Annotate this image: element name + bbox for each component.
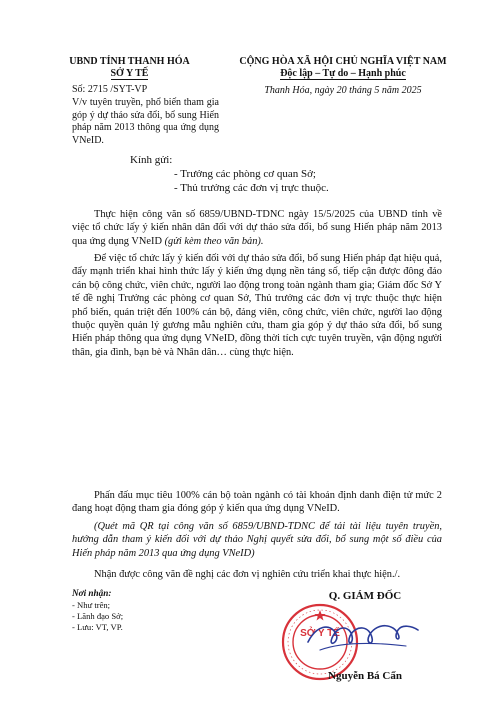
- place-date: Thanh Hóa, ngày 20 tháng 5 năm 2025: [264, 85, 422, 96]
- document-number: Số: 2715 /SYT-VP: [72, 84, 148, 95]
- national-title: CỘNG HÒA XÃ HỘI CHỦ NGHĨA VIỆT NAM: [239, 56, 447, 67]
- signature-graphic: [302, 612, 422, 660]
- signature: [302, 612, 422, 660]
- department-label: SỞ Y TẾ: [110, 68, 149, 79]
- signer-title: Q. GIÁM ĐỐC: [328, 590, 402, 602]
- recipient-item: - Trưởng các phòng cơ quan Sở;: [174, 168, 316, 180]
- paragraph-qr-note: (Quét mã QR tại công văn số 6859/UBND-TDNC để tải tài liệu tuyên truyền, hướng dẫn tham ý kiến đối với dự thảo Nghị quyết sửa đổi, bổ sung một số điều của Hiến pháp năm 2013 qua ứng dụng VNeID): [72, 521, 442, 559]
- paragraph-intro-text: Thực hiện công văn số 6859/UBND-TDNC ngày 15/5/2025 của UBND tỉnh về việc tổ chức lấy ý kiến nhân dân đối với dự thảo sửa đổi, bổ sung Hiến pháp năm 2013 qua ứng dụng VNeID: [72, 209, 442, 247]
- department-name: [52, 68, 207, 81]
- paragraph-directive: Để việc tổ chức lấy ý kiến đối với dự thảo sửa đổi, bổ sung Hiến pháp đạt hiệu quả, đẩy mạnh triển khai hình thức lấy ý kiến ứng dụng nền tảng số, tiếp cận được đông đảo cán bộ công chức, viên chức, người lao động trong toàn ngành tham gia; Giám đốc Sở Y tế đề nghị Trưởng các phòng cơ quan Sở, Thủ trưởng các đơn vị trực thuộc thực hiện phổ biến, quán triệt đến 100% cán bộ, đảng viên, công chức, viên chức, người lao động thuộc quyền quản lý gương mẫu nghiên cứu, tham gia góp ý dự thảo sửa đổi, bổ sung Hiến pháp thông qua ứng dụng VNeID, đồng thời tích cực tuyên truyền, vận động người thân, gia đình, bạn bè và Nhân dân… cùng thực hiện.: [72, 253, 442, 358]
- cc-item: - Như trên;: [72, 600, 111, 610]
- document-subject: V/v tuyên truyền, phổ biến tham gia góp ý dự thảo sửa đổi, bổ sung Hiến pháp năm 2013 thông qua ứng dụng VNeID.: [72, 97, 219, 146]
- paragraph-intro: [72, 208, 442, 248]
- agency-name: UBND TỈNH THANH HÓA: [69, 56, 190, 67]
- signer-name: Nguyễn Bá Cẩn: [328, 670, 402, 682]
- paragraph-target: Phấn đấu mục tiêu 100% cán bộ toàn ngành có tài khoản định danh điện tử mức 2 đang hoạt động tham gia đóng góp ý kiến qua ứng dụng VNeID.: [72, 490, 442, 515]
- cc-label: Nơi nhận:: [72, 588, 112, 598]
- national-motto: [218, 68, 468, 81]
- recipient-item: - Thủ trưởng các đơn vị trực thuộc.: [174, 182, 329, 194]
- cc-item: - Lãnh đạo Sở;: [72, 611, 124, 621]
- paragraph-intro-note: (gửi kèm theo văn bản).: [164, 235, 264, 247]
- motto-label: Độc lập – Tự do – Hạnh phúc: [280, 68, 406, 79]
- paragraph-closing: Nhận được công văn đề nghị các đơn vị nghiên cứu triển khai thực hiện./.: [94, 569, 401, 580]
- recipients-label: Kính gửi:: [130, 154, 173, 166]
- stamp-text: SỞ Y TẾ: [300, 628, 340, 639]
- cc-item: - Lưu: VT, VP.: [72, 622, 123, 632]
